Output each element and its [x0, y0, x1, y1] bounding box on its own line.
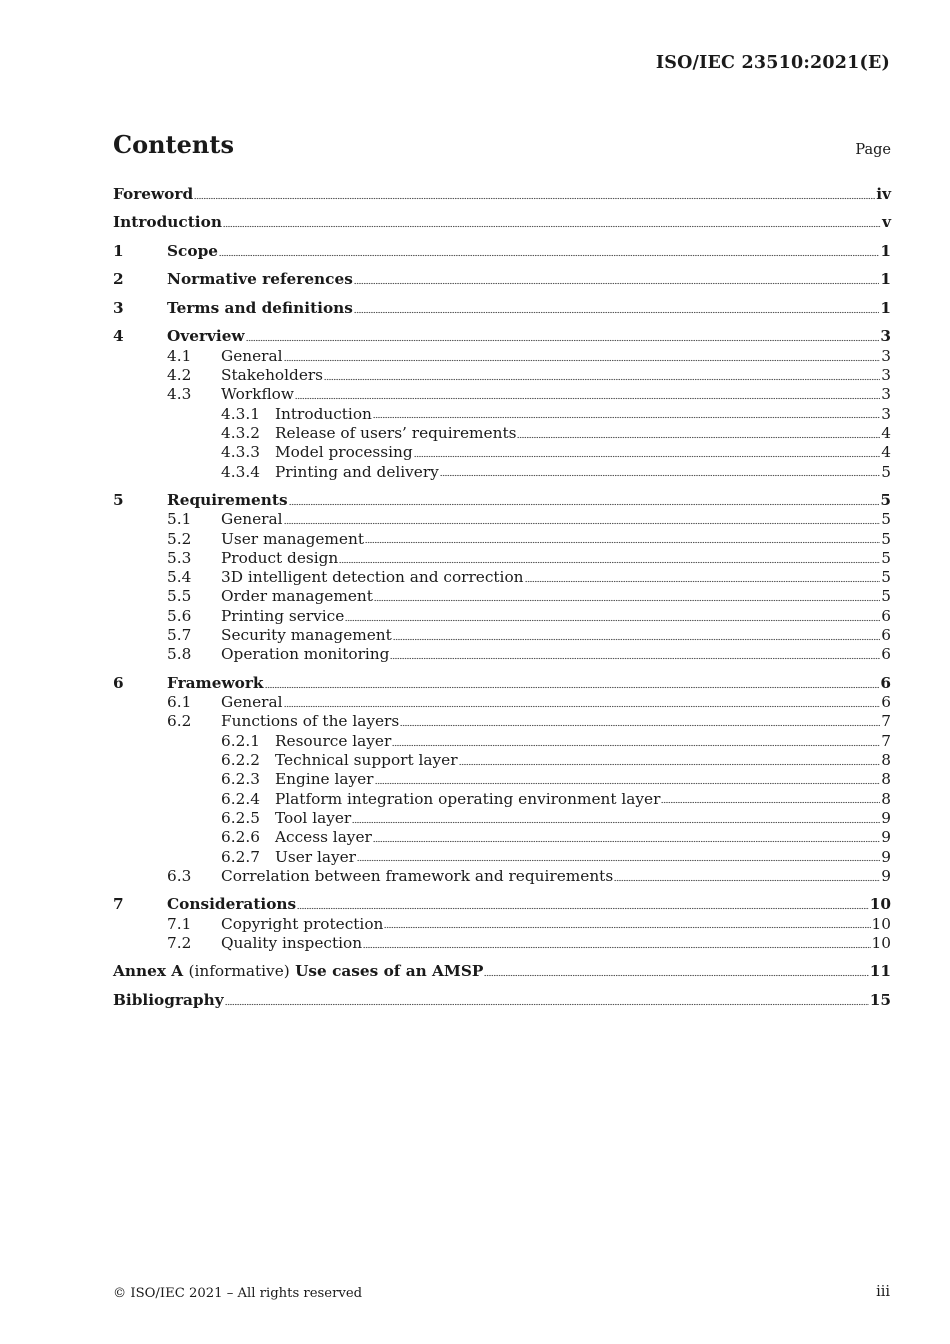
toc-entry[interactable] [113, 790, 891, 809]
toc-entry[interactable] [113, 510, 891, 529]
copyright-footer: © ISO/IEC 2021 – All rights reserved [113, 1286, 363, 1301]
toc-entry-title: Bibliography [113, 990, 224, 1009]
toc-entry-number: 5.2 [167, 529, 192, 548]
toc-entry-page: 5 [881, 568, 891, 587]
toc-entry-title: Order management [221, 587, 373, 606]
toc-entry[interactable] [113, 867, 891, 886]
toc-entry-number: 6.2.7 [221, 847, 260, 866]
toc-entry-page: 3 [881, 346, 891, 365]
toc-entry-page: 10 [869, 895, 891, 914]
toc-entry-title: Copyright protection [221, 914, 384, 933]
page-number: iii [876, 1284, 890, 1300]
toc-entry[interactable] [113, 693, 891, 712]
dot-leader [284, 704, 881, 708]
toc-entry-number: 6.1 [167, 693, 192, 712]
dot-leader [384, 926, 870, 930]
toc-entry-title: Tool layer [275, 808, 352, 827]
toc-entry-number: 6.2.2 [221, 751, 260, 770]
toc-entry[interactable] [113, 549, 891, 568]
toc-entry-title: Requirements [167, 490, 288, 509]
toc-entry-page: 5 [881, 510, 891, 529]
toc-entry-title: Printing service [221, 606, 345, 625]
toc-entry-number: 6.2 [167, 712, 192, 731]
toc-entry-page: v [882, 213, 891, 232]
toc-entry-title: Stakeholders [221, 366, 324, 385]
toc-entry-page: 7 [881, 712, 891, 731]
toc-entry-number: 4.3.2 [221, 423, 260, 442]
toc-entry-page: iv [876, 185, 891, 203]
toc-entry-number: 7 [113, 895, 124, 914]
toc-entry-number: 6.2.3 [221, 770, 260, 789]
toc-entry-number: 4.3.3 [221, 443, 260, 462]
dot-leader [459, 762, 881, 766]
dot-leader [484, 974, 868, 978]
toc-entry-page: 9 [881, 866, 891, 885]
toc-entry[interactable] [113, 962, 891, 981]
toc-entry-number: 6.2.1 [221, 731, 260, 750]
toc-entry-title: Security management [221, 626, 392, 645]
toc-entry-title: Release of users’ requirements [275, 423, 517, 442]
dot-leader [295, 397, 880, 401]
toc-entry[interactable] [113, 848, 891, 867]
table-of-contents [113, 185, 891, 1010]
toc-entry-title: Functions of the layers [221, 712, 400, 731]
toc-entry[interactable] [113, 895, 891, 914]
annex-title: Use cases of an AMSP [295, 962, 484, 981]
toc-entry-page: 6 [881, 606, 891, 625]
toc-entry-title: Model processing [275, 443, 413, 462]
toc-entry[interactable] [113, 607, 891, 626]
toc-entry-page: 9 [881, 808, 891, 827]
toc-entry-number: 4.3.1 [221, 404, 260, 423]
toc-entry-number: 6.2.5 [221, 808, 260, 827]
toc-entry-title: Introduction [113, 213, 222, 232]
toc-entry-number: 5.3 [167, 548, 192, 567]
toc-entry-number: 2 [113, 270, 124, 289]
toc-entry-page: 5 [880, 490, 891, 509]
toc-entry-title: Technical support layer [275, 751, 458, 770]
annex-type: (informative) [188, 962, 290, 981]
toc-entry-page: 5 [881, 548, 891, 567]
toc-entry[interactable] [113, 828, 891, 847]
toc-entry[interactable] [113, 770, 891, 789]
toc-entry-number: 5.6 [167, 606, 192, 625]
toc-entry-page: 8 [881, 789, 891, 808]
toc-entry-page: 5 [881, 462, 891, 481]
toc-entry[interactable] [113, 385, 891, 404]
toc-entry-page: 4 [881, 443, 891, 462]
dot-leader [345, 618, 880, 622]
toc-entry-number: 4.3 [167, 385, 192, 404]
toc-entry-page: 4 [881, 423, 891, 442]
toc-entry[interactable] [113, 242, 891, 261]
toc-entry[interactable] [113, 645, 891, 664]
toc-entry[interactable] [113, 934, 891, 953]
toc-entry[interactable] [113, 491, 891, 510]
toc-entry-page: 3 [880, 327, 891, 346]
toc-entry-title: Printing and delivery [275, 462, 439, 481]
dot-leader [357, 859, 880, 863]
toc-entry[interactable] [113, 213, 891, 232]
toc-entry[interactable] [113, 991, 891, 1010]
toc-entry-page: 9 [881, 847, 891, 866]
dot-leader [661, 801, 880, 805]
dot-leader [373, 416, 880, 420]
toc-entry-title: General [221, 510, 283, 529]
toc-entry-page: 7 [881, 731, 891, 750]
toc-entry-number: 4 [113, 327, 124, 346]
dot-leader [223, 225, 881, 229]
dot-leader [390, 657, 880, 661]
dot-leader [284, 522, 881, 526]
toc-entry[interactable] [113, 366, 891, 385]
dot-leader [440, 474, 880, 478]
toc-entry-number: 6 [113, 673, 124, 692]
toc-entry[interactable] [113, 185, 891, 204]
dot-leader [373, 840, 880, 844]
toc-entry-number: 7.2 [167, 933, 192, 952]
toc-entry-page: 10 [871, 933, 891, 952]
dot-leader [225, 1002, 869, 1006]
dot-leader [393, 637, 880, 641]
toc-entry[interactable] [113, 270, 891, 289]
dot-leader [614, 878, 880, 882]
dot-leader [375, 782, 881, 786]
toc-entry-title: Access layer [275, 828, 372, 847]
toc-entry-number: 4.3.4 [221, 462, 260, 481]
toc-entry[interactable] [113, 674, 891, 693]
toc-entry-title: User management [221, 529, 364, 548]
toc-entry[interactable] [113, 405, 891, 424]
dot-leader [525, 579, 881, 583]
toc-entry-page: 1 [880, 241, 891, 260]
toc-entry-title: Foreword [113, 185, 194, 203]
toc-entry-title: Framework [167, 673, 264, 692]
toc-entry-title: General [221, 693, 283, 712]
toc-entry[interactable] [113, 732, 891, 751]
toc-entry-title: Introduction [275, 404, 372, 423]
dot-leader [194, 196, 875, 200]
dot-leader [339, 560, 880, 564]
toc-entry-title: Resource layer [275, 731, 392, 750]
dot-leader [354, 282, 880, 286]
toc-entry[interactable] [113, 568, 891, 587]
toc-entry[interactable] [113, 587, 891, 606]
toc-entry[interactable] [113, 915, 891, 934]
toc-entry-page: 3 [881, 404, 891, 423]
toc-entry[interactable] [113, 327, 891, 346]
dot-leader [517, 435, 880, 439]
dot-leader [284, 358, 881, 362]
toc-entry-page: 6 [880, 673, 891, 692]
toc-entry[interactable] [113, 443, 891, 462]
toc-entry-number: 4.1 [167, 346, 192, 365]
toc-entry[interactable] [113, 463, 891, 482]
dot-leader [374, 599, 880, 603]
dot-leader [352, 820, 880, 824]
annex-label: Annex A [113, 962, 184, 981]
toc-entry-page: 5 [881, 529, 891, 548]
toc-entry-number: 1 [113, 241, 124, 260]
toc-entry-page: 15 [869, 990, 891, 1009]
toc-entry-number: 6.2.4 [221, 789, 260, 808]
toc-entry-page: 3 [881, 366, 891, 385]
dot-leader [363, 945, 870, 949]
toc-entry-title [113, 962, 483, 980]
toc-entry[interactable] [113, 299, 891, 318]
toc-entry-page: 6 [881, 693, 891, 712]
toc-entry-page: 9 [881, 828, 891, 847]
toc-entry-title: Engine layer [275, 770, 374, 789]
toc-entry-page: 8 [881, 770, 891, 789]
dot-leader [219, 253, 879, 257]
toc-entry-number: 5.8 [167, 645, 192, 664]
page-title: Contents [113, 130, 234, 159]
dot-leader [400, 724, 880, 728]
toc-entry-title: General [221, 346, 283, 365]
dot-leader [246, 339, 880, 343]
toc-entry-title: Normative references [167, 270, 353, 289]
toc-entry[interactable] [113, 712, 891, 731]
toc-entry-title: Product design [221, 548, 339, 567]
toc-entry-title: Considerations [167, 895, 297, 914]
toc-entry-title: Overview [167, 327, 245, 346]
toc-entry[interactable] [113, 809, 891, 828]
page-column-label: Page [855, 142, 891, 158]
dot-leader [392, 743, 880, 747]
toc-entry-number: 5.7 [167, 626, 192, 645]
toc-entry-number: 5.4 [167, 568, 192, 587]
toc-entry[interactable] [113, 347, 891, 366]
toc-entry-title: Platform integration operating environment layer [275, 789, 661, 808]
document-id: ISO/IEC 23510:2021(E) [655, 53, 890, 73]
toc-entry-title: Workflow [221, 385, 294, 404]
toc-entry-title: Operation monitoring [221, 645, 390, 664]
toc-entry[interactable] [113, 424, 891, 443]
toc-entry-page: 5 [881, 587, 891, 606]
toc-entry-number: 6.2.6 [221, 828, 260, 847]
toc-entry-page: 1 [880, 270, 891, 289]
toc-entry-title: User layer [275, 847, 356, 866]
toc-entry-title: 3D intelligent detection and correction [221, 568, 524, 587]
toc-entry[interactable] [113, 626, 891, 645]
toc-entry-page: 11 [869, 962, 891, 981]
dot-leader [265, 685, 880, 689]
toc-entry-page: 8 [881, 751, 891, 770]
dot-leader [289, 502, 880, 506]
toc-entry-number: 6.3 [167, 866, 192, 885]
toc-entry-page: 6 [881, 626, 891, 645]
toc-entry-number: 5.1 [167, 510, 192, 529]
dot-leader [297, 907, 869, 911]
dot-leader [354, 310, 879, 314]
toc-entry-number: 3 [113, 298, 124, 317]
toc-entry-page: 3 [881, 385, 891, 404]
dot-leader [414, 455, 881, 459]
toc-entry-page: 6 [881, 645, 891, 664]
toc-entry-title: Terms and definitions [167, 298, 353, 317]
toc-entry-number: 7.1 [167, 914, 192, 933]
toc-entry-title: Scope [167, 241, 218, 260]
toc-entry-title: Correlation between framework and requirements [221, 866, 614, 885]
dot-leader [324, 377, 880, 381]
toc-entry-number: 5 [113, 490, 124, 509]
toc-entry-number: 4.2 [167, 366, 192, 385]
toc-entry-page: 10 [871, 914, 891, 933]
toc-entry-page: 1 [880, 298, 891, 317]
dot-leader [365, 541, 880, 545]
toc-entry-title: Quality inspection [221, 933, 363, 952]
toc-entry[interactable] [113, 751, 891, 770]
toc-entry-number: 5.5 [167, 587, 192, 606]
toc-entry[interactable] [113, 530, 891, 549]
